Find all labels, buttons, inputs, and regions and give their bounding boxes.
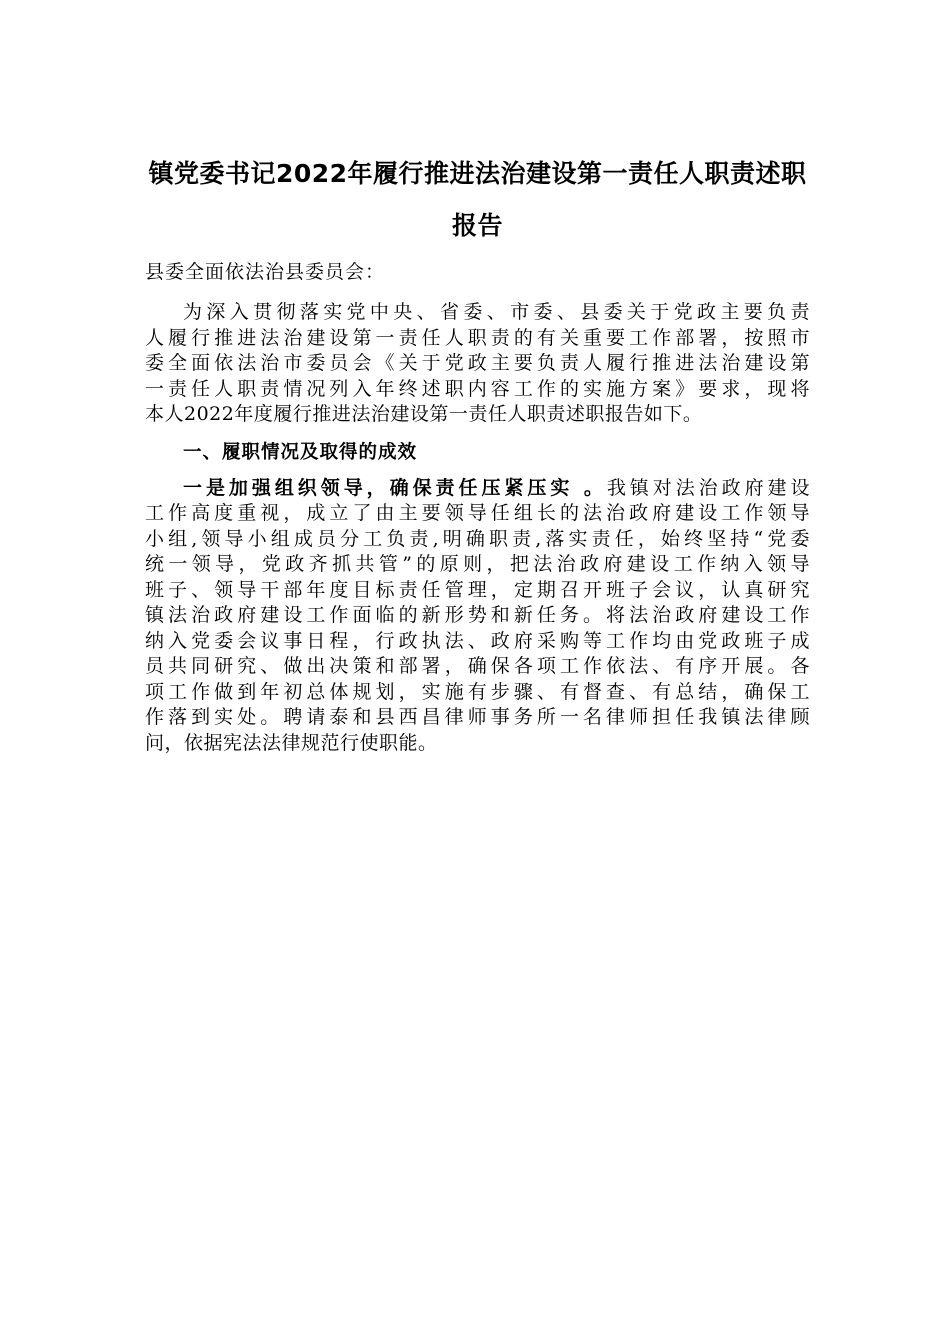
item1-line: 员共同研究、做出决策和部署，确保各项工作依法、有序开展。各 [145,655,810,677]
intro-paragraph [145,300,810,428]
item1-line: 问，依据宪法法律规范行使职能。 [145,731,438,754]
item1-first-line [145,476,810,502]
item1-line: 班子、领导干部年度目标责任管理，定期召开班子会议，认真研究 [145,578,810,601]
item1-line: 小组,领导小组成员分工负责,明确职责,落实责任，始终坚持“党委 [145,527,810,550]
item1-line: 工作高度重视，成立了由主要领导任组长的法治政府建设工作领导 [145,502,810,524]
intro-line: 委全面依法治市委员会《关于党政主要负责人履行推进法治建设第 [145,352,810,374]
item1-lead: 一是加强组织领导，确保责任压紧压实 。 [183,476,607,499]
item1-line: 纳入党委会议事日程，行政执法、政府采购等工作均由党政班子成 [145,629,810,652]
item1-line: 统一领导，党政齐抓共管”的原则，把法治政府建设工作纳入领导 [145,553,810,575]
intro-line: 本人2022年度履行推进法治建设第一责任人职责述职报告如下。 [145,403,703,425]
intro-line: 为深入贯彻落实党中央、省委、市委、县委关于党政主要负责 [183,301,810,323]
item1-line: 镇法治政府建设工作面临的新形势和新任务。将法治政府建设工作 [145,604,810,626]
title-line-1: 镇党委书记2022年履行推进法治建设第一责任人职责述职 [148,159,807,188]
intro-line: 人履行推进法治建设第一责任人职责的有关重要工作部署，按照市 [145,326,810,349]
document-title [131,148,824,252]
item1-paragraph [145,476,810,757]
document-page [145,148,810,756]
section-heading: 一、履职情况及取得的成效 [183,441,418,463]
item1-first-line-rest: 我镇对法治政府建设 [606,476,810,499]
item1-line: 项工作做到年初总体规划，实施有步骤、有督查、有总结，确保工 [145,680,810,703]
title-line-2: 报告 [451,211,503,240]
intro-line: 一责任人职责情况列入年终述职内容工作的实施方案》要求，现将 [145,377,810,400]
salutation: 县委全面依法治县委员会： [145,261,386,283]
item1-line: 作落到实处。聘请泰和县西昌律师事务所一名律师担任我镇法律顾 [145,706,810,728]
